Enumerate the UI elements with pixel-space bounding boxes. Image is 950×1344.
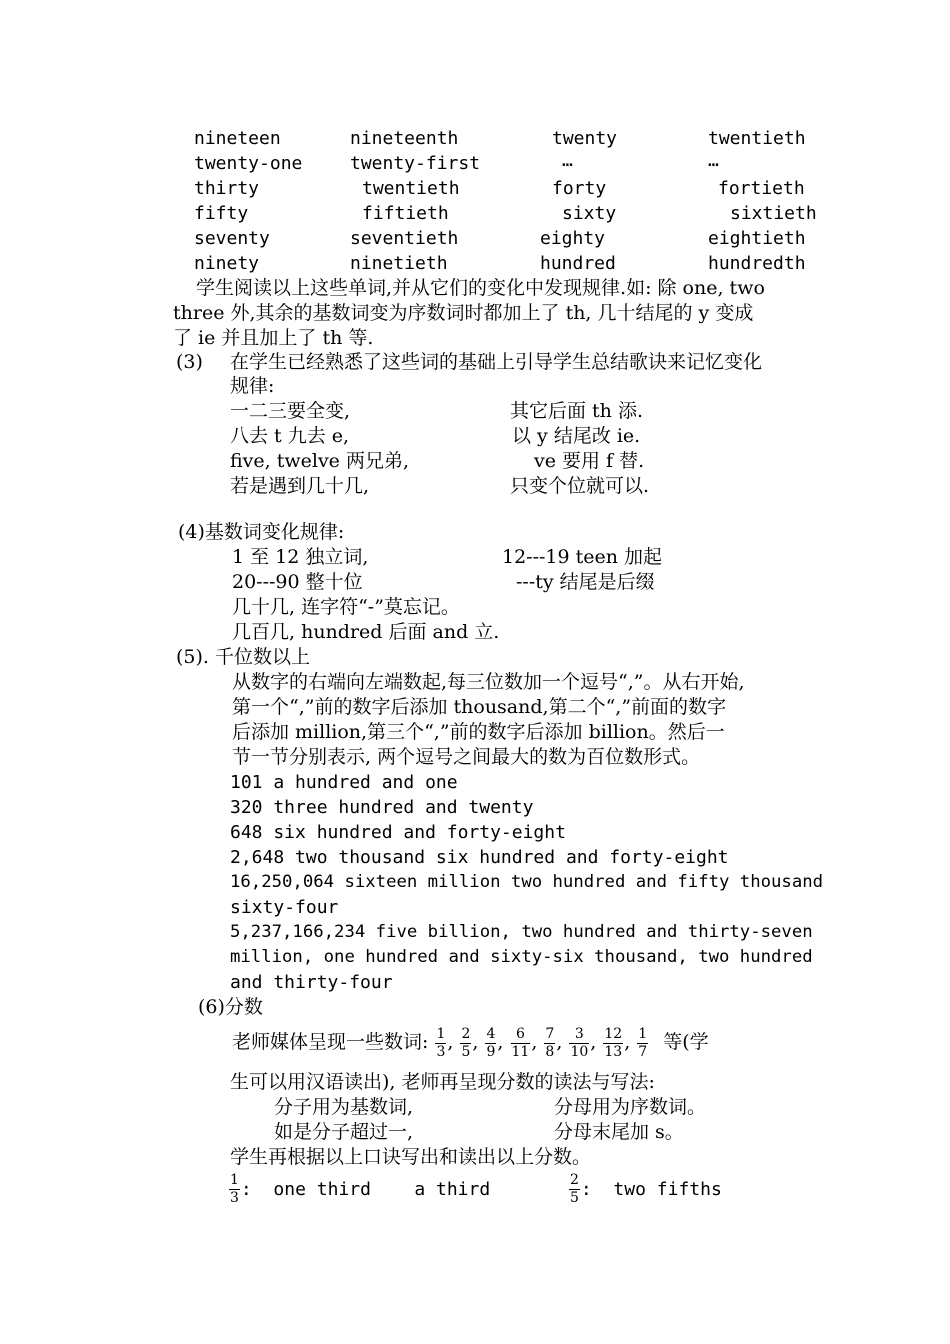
numerator: 2 [570,1172,579,1188]
section-title: (6)分数 [198,996,263,1018]
rhyme-left: 一二三要全变, [230,400,351,422]
word-cell: … [708,150,719,171]
rule-line: 几十几, 连字符“-”莫忘记。 [232,596,460,618]
denominator: 9 [486,1043,496,1060]
fraction-reading: : one third a third [240,1179,491,1200]
fraction [569,1026,589,1061]
rule-right: 分母用为序数词。 [554,1096,707,1118]
rule-right: ---ty 结尾是后缀 [516,571,655,593]
numerator: 1 [638,1025,648,1042]
paragraph-line: 从数字的右端向左端数起,每三位数加一个逗号“,”。从右开始, [232,671,745,693]
rhyme-left: five, twelve 两兄弟, [230,450,410,472]
word-cell: twentieth [362,178,460,199]
denominator: 3 [230,1190,239,1206]
fraction [511,1026,531,1061]
word-cell: ninetieth [350,253,448,274]
numerator: 1 [436,1025,446,1042]
word-cell: nineteenth [350,128,459,149]
rhyme-right: ve 要用 f 替. [534,450,645,472]
paragraph-line: 在学生已经熟悉了这些词的基础上引导学生总结歌诀来记忆变化 [230,351,763,373]
denominator: 10 [570,1043,589,1060]
rule-left: 20---90 整十位 [232,571,363,593]
denominator: 3 [436,1043,446,1060]
rhyme-right: 其它后面 th 添. [510,400,643,422]
word-cell: seventy [194,228,270,249]
fraction [603,1026,623,1061]
word-cell: twenty-first [350,153,481,174]
rhyme-right: 只变个位就可以. [510,475,650,497]
paragraph-line: 了 ie 并且加上了 th 等. [173,327,374,349]
paragraph-line: 节一节分别表示, 两个逗号之间最大的数为百位数形式。 [232,746,701,768]
word-cell: ninety [194,253,260,274]
fraction [435,1026,446,1061]
word-cell: fifty [194,203,249,224]
section-title: (5). 千位数以上 [176,646,310,668]
denominator: 7 [638,1043,648,1060]
numerator: 1 [230,1172,239,1188]
numerator: 12 [604,1025,623,1042]
example-line: million, one hundred and sixty-six thousand, two hundred [230,947,813,967]
example-line: 320 three hundred and twenty [230,797,534,818]
word-cell: eightieth [708,228,806,249]
example-line: 5,237,166,234 five billion, two hundred and thirty-seven [230,922,813,942]
numerator: 2 [461,1025,471,1042]
example-line: 16,250,064 sixteen million two hundred and fifty thousand [230,872,824,892]
word-cell: twenty [552,128,618,149]
example-line: sixty-four [230,897,339,918]
paragraph-line: 生可以用汉语读出), 老师再呈现分数的读法与写法: [230,1071,655,1093]
word-cell: twentieth [708,128,806,149]
fraction-reading: : two fifths [580,1179,722,1200]
example-line: and thirty-four [230,972,393,993]
example-line: 101 a hundred and one [230,772,458,793]
word-cell: hundred [540,253,616,274]
example-line: 648 six hundred and forty-eight [230,822,566,843]
section-number: (3) [176,351,203,373]
word-cell: sixtieth [730,203,817,224]
fraction [637,1026,648,1061]
word-cell: hundredth [708,253,806,274]
paragraph-line: 第一个“,”前的数字后添加 thousand,第二个“,”前面的数字 [232,696,727,718]
rule-right: 分母末尾加 s。 [554,1121,684,1143]
section-title: (4)基数词变化规律: [178,521,345,543]
fraction-line: 老师媒体呈现一些数词: $\frac{1}{3}$ , $\frac{2}{5}$ , $\frac{4}{9}$ , $\frac{6}{11}$ , $\frac{7}{8}$ , $\frac{3}{10}$ , $\frac{12}{13}$ , $\frac{1}{7}$ 等(学 [232,1025,709,1060]
paragraph-line: three 外,其余的基数词变为序数词时都加上了 th, 几十结尾的 y 变成 [173,302,754,324]
rhyme-right: 以 y 结尾改 ie. [512,425,641,447]
numerator: 4 [486,1025,496,1042]
word-cell: seventieth [350,228,459,249]
example-line: 2,648 two thousand six hundred and forty-eight [230,847,729,868]
fraction-after: 等(学 [663,1031,709,1053]
denominator: 11 [511,1043,530,1060]
fraction [544,1026,555,1061]
paragraph-line: 后添加 million,第三个“,”前的数字后添加 billion。然后一 [232,721,725,743]
word-cell: fortieth [718,178,805,199]
paragraph-line: 学生阅读以上这些单词,并从它们的变化中发现规律.如: 除 one, two [196,277,765,299]
fraction-intro: 老师媒体呈现一些数词: [232,1031,429,1053]
word-cell: fiftieth [362,203,449,224]
denominator: 5 [570,1190,579,1206]
rhyme-left: 八去 t 九去 e, [230,425,350,447]
rule-left: 1 至 12 独立词, [232,546,369,568]
word-cell: nineteen [194,128,281,149]
numerator: 7 [545,1025,555,1042]
rhyme-left: 若是遇到几十几, [230,475,370,497]
fraction [485,1026,496,1061]
denominator: 8 [545,1043,555,1060]
numerator: 3 [569,1026,589,1044]
word-cell: eighty [540,228,606,249]
word-cell: forty [552,178,607,199]
paragraph-line: 规律: [230,375,275,397]
word-cell: … [562,150,573,171]
fraction-example [568,1172,722,1207]
fraction [229,1172,240,1207]
rule-right: 12---19 teen 加起 [502,546,663,568]
fraction [460,1026,471,1061]
word-cell: thirty [194,178,260,199]
rule-left: 如是分子超过一, [274,1121,414,1143]
denominator: 5 [461,1043,471,1060]
fraction-example [228,1172,490,1207]
rule-line: 几百几, hundred 后面 and 立. [232,621,500,643]
numerator: 6 [511,1026,531,1044]
fraction [569,1172,580,1207]
word-cell: twenty-one [194,153,303,174]
paragraph-line: 学生再根据以上口诀写出和读出以上分数。 [230,1146,592,1168]
rule-left: 分子用为基数词, [274,1096,414,1118]
denominator: 13 [604,1043,623,1060]
word-cell: sixty [562,203,617,224]
